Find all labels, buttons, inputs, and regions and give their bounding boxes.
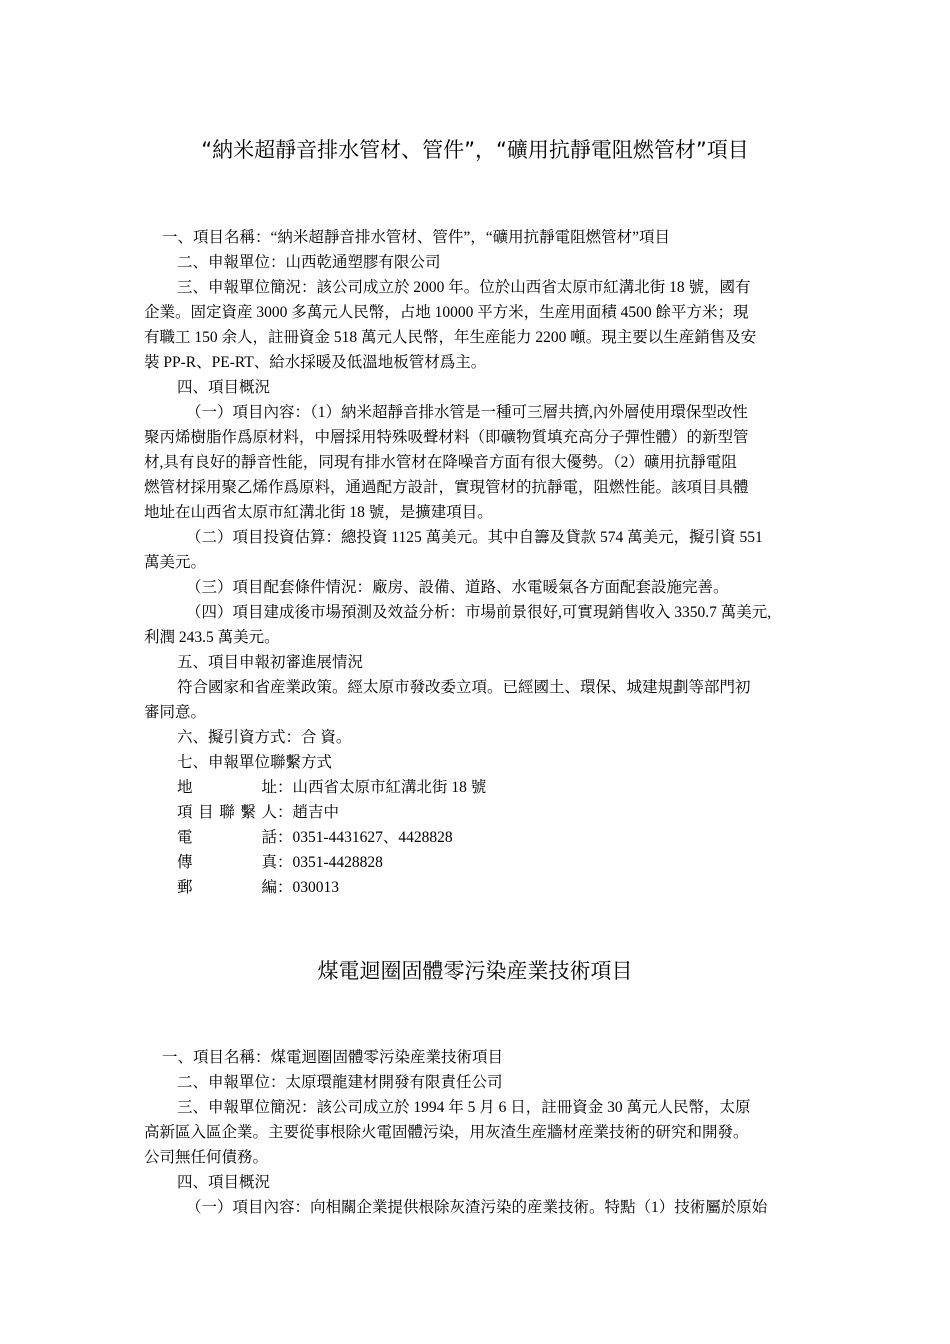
p1-contact-fax — [177, 851, 383, 875]
p1-profile-line: 裝 PP-R、PE-RT、給水採暖及低溫地板管材爲主。 — [144, 354, 487, 371]
p1-applicant: 二、申報單位：山西乾通塑膠有限公司 — [177, 254, 441, 271]
contact-value: ：0351-4428828 — [277, 854, 383, 871]
p1-investment-method: 六、擬引資方式：合 資。 — [177, 729, 352, 746]
p1-content-line: 材,具有良好的靜音性能，同現有排水管材在降噪音方面有很大優勢。（2）礦用抗靜電阻 — [144, 454, 737, 471]
p2-applicant: 二、申報單位：太原環龍建材開發有限責任公司 — [177, 1074, 503, 1091]
p1-profile-line: 有職工 150 余人，註冊資金 518 萬元人民幣，年生産能力 2200 噸。現主要以生産銷售及安 — [144, 329, 757, 346]
p1-contact-phone — [177, 826, 453, 850]
p1-conditions-line: （三）項目配套條件情況：廠房、設備、道路、水電暖氣各方面配套設施完善。 — [186, 579, 729, 596]
p1-overview-heading: 四、項目概況 — [177, 379, 271, 396]
p1-investment-line: （二）項目投資估算：總投資 1125 萬美元。其中自籌及貸款 574 萬美元，擬引資 551 — [186, 529, 763, 546]
project-2-title: 煤電迴圈固體零污染産業技術項目 — [317, 959, 633, 983]
p1-progress-line: 符合國家和省産業政策。經太原市發改委立項。已經國土、環保、城建規劃等部門初 — [177, 679, 751, 696]
p1-content-line: 燃管材採用聚乙烯作爲原料，通過配方設計，實現管材的抗靜電，阻燃性能。該項目具體 — [144, 479, 749, 496]
contact-label: 傳真 — [177, 854, 277, 871]
p1-investment-line: 萬美元。 — [144, 554, 207, 571]
p1-progress-line: 審同意。 — [144, 704, 207, 721]
p1-content-line: （一）項目內容：（1）納米超靜音排水管是一種可三層共擠,內外層使用環保型改性 — [186, 404, 748, 421]
p2-profile-line: 公司無任何債務。 — [144, 1149, 269, 1166]
p2-profile-line: 高新區入區企業。主要從事根除火電固體污染，用灰渣生産牆材産業技術的研究和開發。 — [144, 1124, 749, 1141]
p1-forecast-line: 利潤 243.5 萬美元。 — [144, 629, 280, 646]
p1-contact-postcode — [177, 876, 339, 900]
p1-profile-line: 企業。固定資産 3000 多萬元人民幣，占地 10000 平方米，生産用面積 4500 餘平方米；現 — [144, 304, 749, 321]
p1-profile-line: 三、申報單位簡況：該公司成立於 2000 年。位於山西省太原市紅溝北街 18 號，國有 — [177, 279, 751, 296]
p1-contact-person — [177, 801, 339, 825]
contact-value: ：0351-4431627、4428828 — [277, 829, 453, 846]
contact-label: 電話 — [177, 829, 277, 846]
p2-profile-line: 三、申報單位簡況：該公司成立於 1994 年 5 月 6 日，註冊資金 30 萬元人民幣，太原 — [177, 1099, 751, 1116]
p1-forecast-line: （四）項目建成後市場預測及效益分析：市場前景很好,可實現銷售收入 3350.7 萬美元, — [186, 604, 772, 621]
contact-label: 郵編 — [177, 879, 277, 896]
p1-contact-heading: 七、申報單位聯繫方式 — [177, 754, 333, 771]
contact-label: 地址 — [177, 779, 277, 796]
project-1-title: “納米超靜音排水管材、管件”，“礦用抗靜電阻燃管材”項目 — [201, 138, 749, 162]
p2-item-name: 一、項目名稱：煤電迴圈固體零污染産業技術項目 — [162, 1049, 504, 1066]
p1-progress-heading: 五、項目申報初審進展情況 — [177, 654, 364, 671]
p1-item-name: 一、項目名稱：“納米超靜音排水管材、管件”，“礦用抗靜電阻燃管材”項目 — [162, 229, 671, 246]
contact-value: ：山西省太原市紅溝北街 18 號 — [277, 779, 487, 796]
contact-label: 項目聯繫人 — [177, 804, 277, 821]
p1-content-line: 聚丙烯樹脂作爲原材料，中層採用特殊吸聲材料（即礦物質填充高分子彈性體）的新型管 — [144, 429, 749, 446]
contact-value: ：趙吉中 — [277, 804, 340, 821]
p2-overview-heading: 四、項目概況 — [177, 1174, 271, 1191]
p1-contact-address — [177, 776, 486, 800]
p1-content-line: 地址在山西省太原市紅溝北街 18 號，是擴建項目。 — [144, 504, 493, 521]
contact-value: ：030013 — [277, 879, 340, 896]
p2-content-line: （一）項目內容：向相關企業提供根除灰渣污染的産業技術。特點（1）技術屬於原始 — [186, 1199, 768, 1216]
